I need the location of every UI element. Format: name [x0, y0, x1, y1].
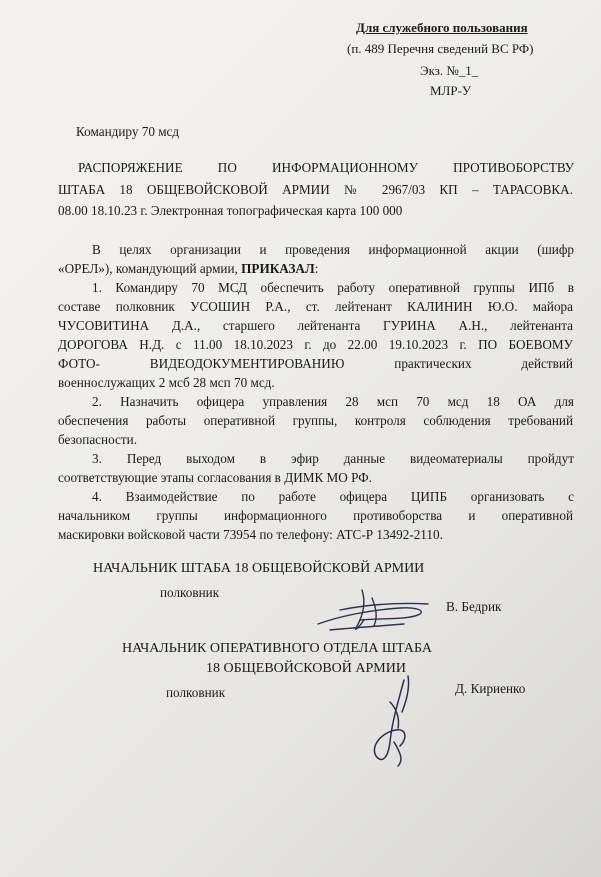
signature-2-handwriting: [360, 672, 430, 772]
item-2-line-3: безопасности.: [58, 432, 137, 447]
item-1-line-4: ДОРОГОВА Н.Д. с 11.00 18.10.2023 г. до 22.00 19.10.2023 г. ПО БОЕВОМУ: [58, 337, 573, 352]
item-4-line-2: начальником группы информационного противоборства и оперативной: [58, 508, 573, 523]
title-line-3: 08.00 18.10.23 г. Электронная топографическая карта 100 000: [58, 203, 403, 218]
signature-2-name: Д. Кириенко: [455, 681, 526, 696]
title-line-2: ШТАБА 18 ОБЩЕВОЙСКОВОЙ АРМИИ № 2967/03 КП – ТАРАСОВКА.: [58, 182, 573, 197]
item-1-line-3: ЧУСОВИТИНА Д.А., старшего лейтенанта ГУРИНА А.Н., лейтенанта: [58, 318, 573, 333]
item-1-line-1: 1. Командиру 70 МСД обеспечить работу оперативной группы ИПб в: [92, 280, 574, 295]
classification-mark: Для служебного пользования: [356, 20, 528, 35]
item-1-line-2: составе полковник УСОШИН Р.А., ст. лейтенант КАЛИНИН Ю.О. майора: [58, 299, 573, 314]
item-3-line-2: соответствующие этапы согласования в ДИМК МО РФ.: [58, 470, 372, 485]
item-4-line-3: маскировки войсковой части 73954 по телефону: АТС-Р 13492-2110.: [58, 527, 443, 542]
signature-1-handwriting: [300, 580, 440, 640]
item-3-line-1: 3. Перед выходом в эфир данные видеоматериалы пройдут: [92, 451, 574, 466]
copy-number: Экз. №_1_: [420, 63, 479, 78]
title-line-1: РАСПОРЯЖЕНИЕ ПО ИНФОРМАЦИОННОМУ ПРОТИВОБОРСТВУ: [78, 160, 574, 175]
signature-2-position-line-1: НАЧАЛЬНИК ОПЕРАТИВНОГО ОТДЕЛА ШТАБА: [122, 641, 432, 656]
item-2-line-2: обеспечения работы оперативной группы, контроля соблюдения требований: [58, 413, 573, 428]
item-2-line-1: 2. Назначить офицера управления 28 мсп 70 мсд 18 ОА для: [92, 394, 574, 409]
addressee: Командиру 70 мсд: [76, 124, 180, 139]
intro-prefix: «ОРЕЛ»), командующий армии,: [58, 261, 242, 276]
signature-1-name: В. Бедрик: [446, 599, 502, 614]
item-1-line-6: военнослужащих 2 мсб 28 мсп 70 мсд.: [58, 375, 275, 390]
signature-2-position-line-2: 18 ОБЩЕВОЙСКОВОЙ АРМИИ: [206, 661, 406, 676]
signature-1-position: НАЧАЛЬНИК ШТАБА 18 ОБЩЕВОЙСКОВЙ АРМИИ: [93, 561, 425, 576]
registration-mark: МЛР-У: [430, 83, 472, 98]
intro-line-2: [58, 260, 318, 279]
signature-1-rank: полковник: [160, 585, 220, 600]
reference-note: (п. 489 Перечня сведений ВС РФ): [347, 41, 534, 56]
intro-line-1: В целях организации и проведения информационной акции (шифр: [92, 242, 574, 257]
item-1-line-5: ФОТО- ВИДЕОДОКУМЕНТИРОВАНИЮ практических действий: [58, 356, 573, 371]
order-word: ПРИКАЗАЛ: [241, 261, 315, 276]
intro-suffix: :: [314, 261, 319, 276]
item-4-line-1: 4. Взаимодействие по работе офицера ЦИПБ организовать с: [92, 489, 574, 504]
signature-2-rank: полковник: [166, 685, 226, 700]
